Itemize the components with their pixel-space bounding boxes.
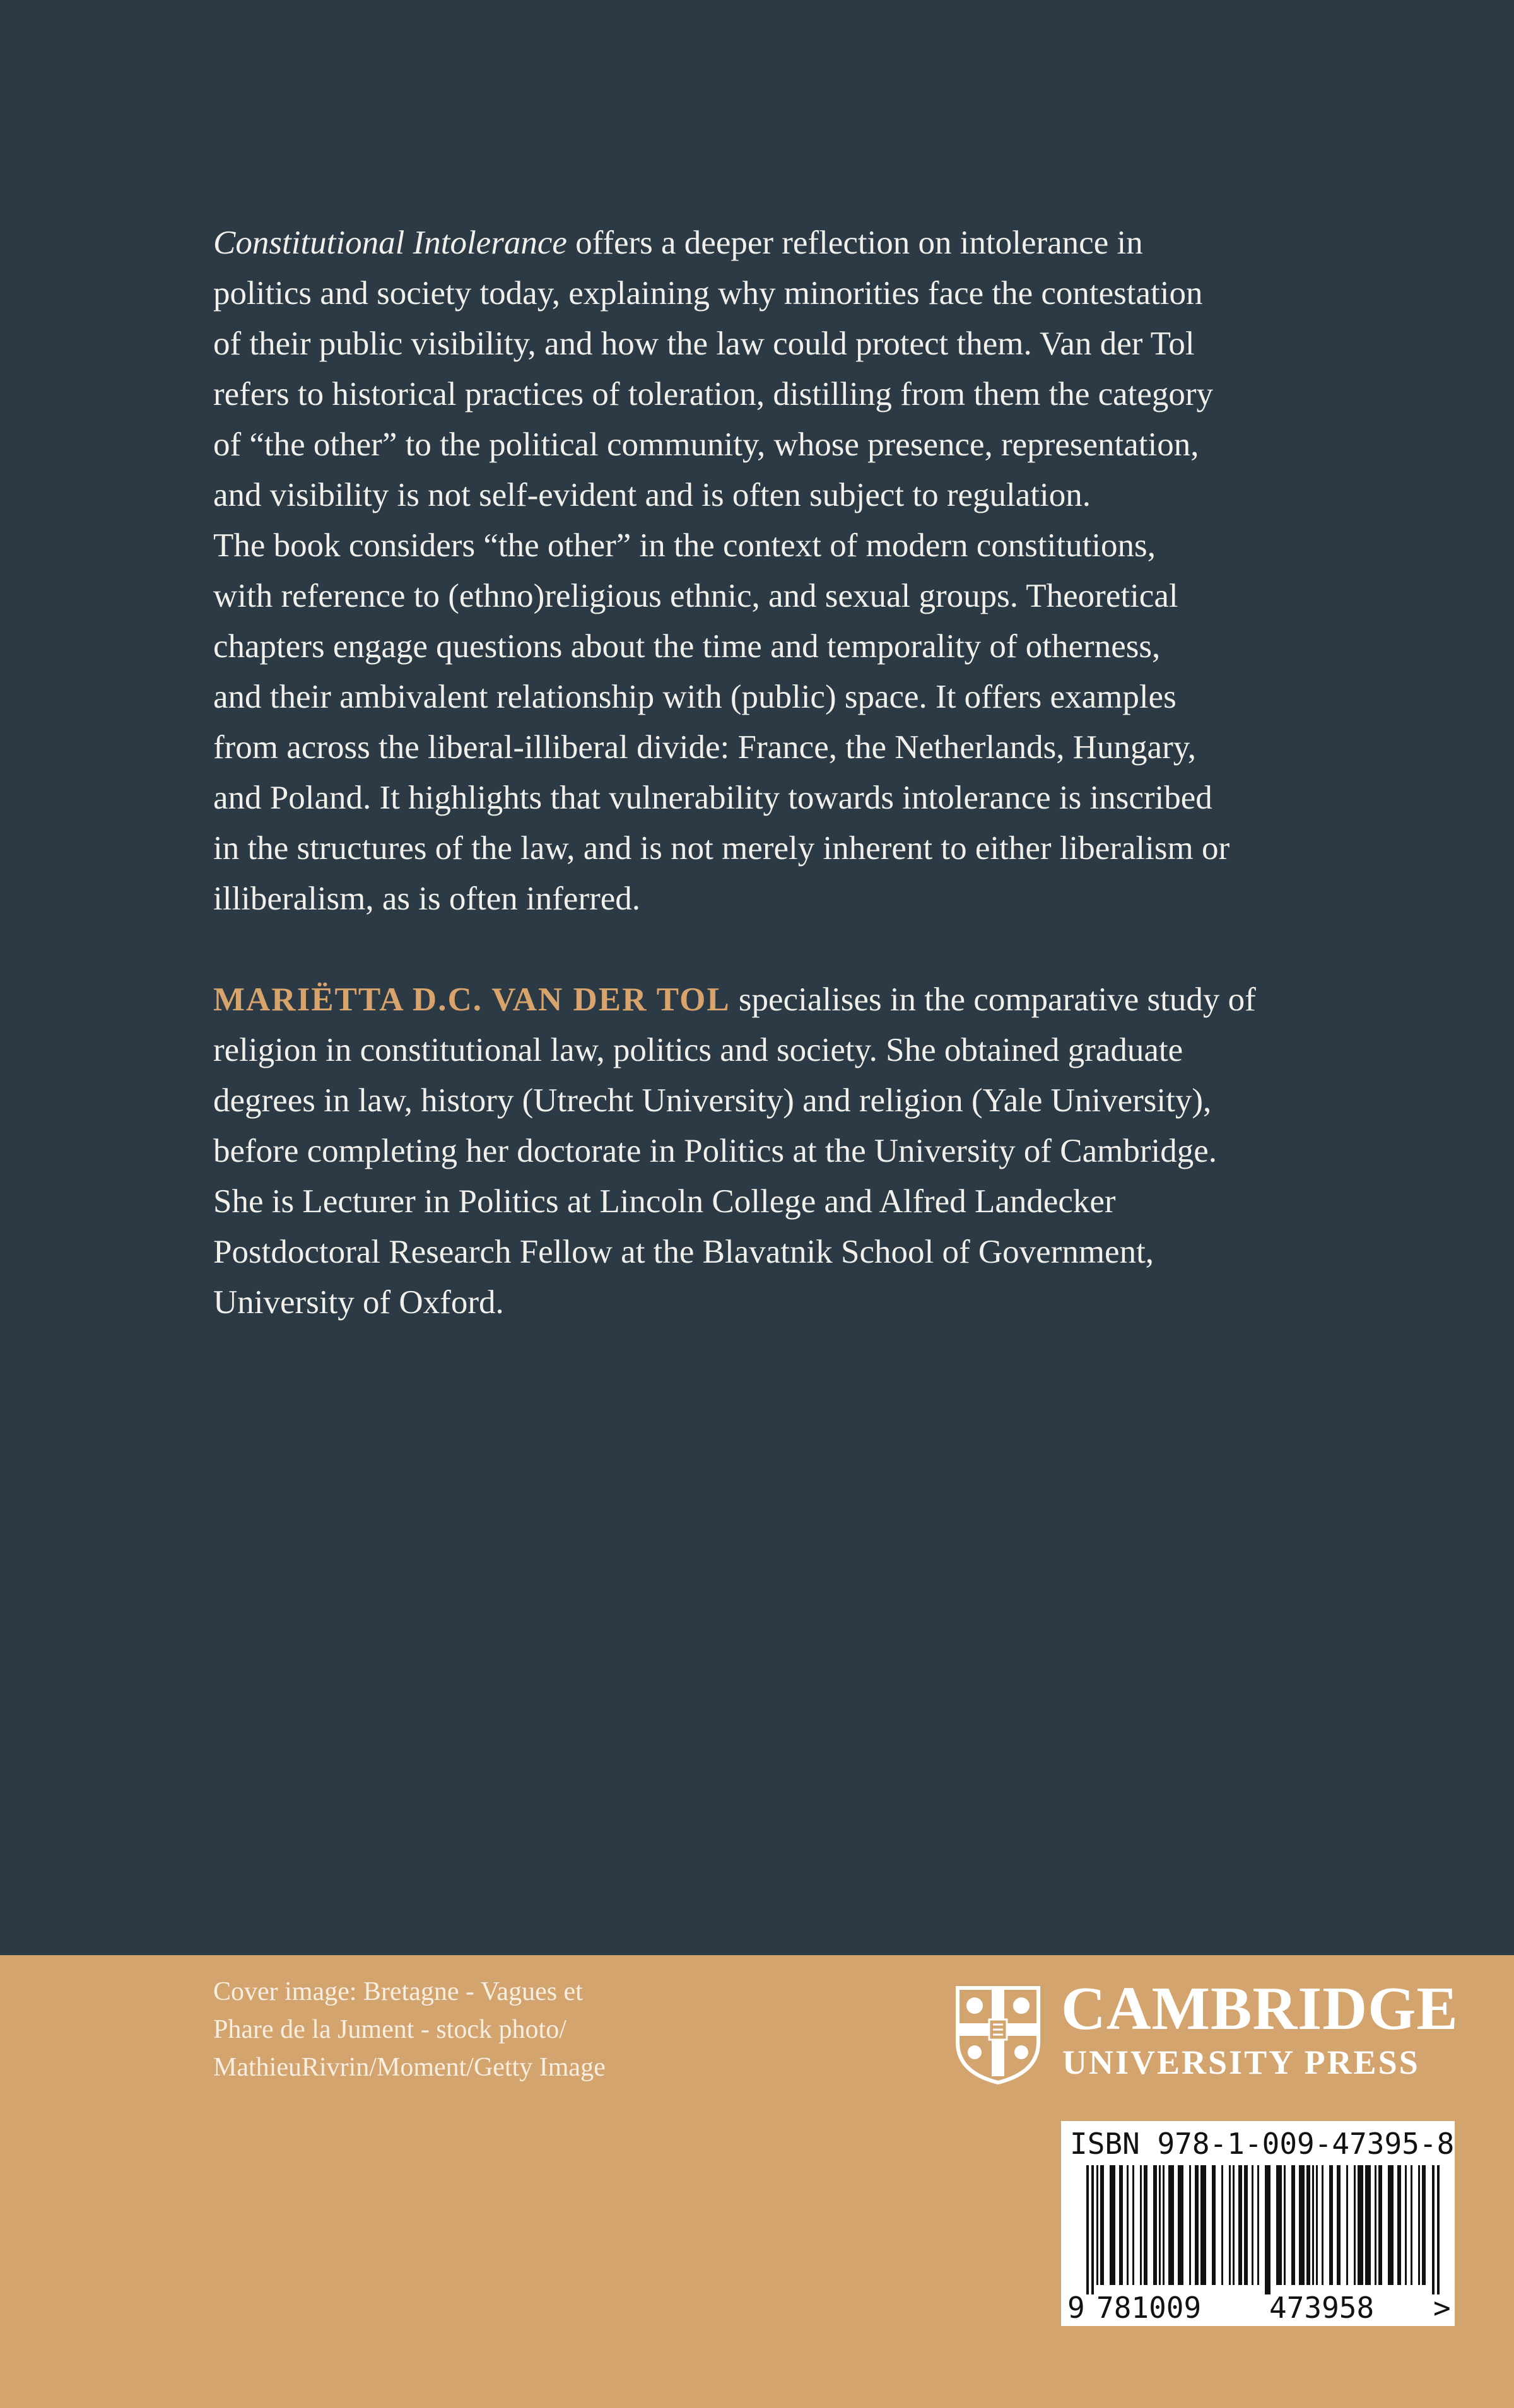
barcode-bar	[1322, 2165, 1323, 2285]
barcode-bar	[1257, 2165, 1259, 2285]
blurb-line: illiberalism, as is often inferred.	[213, 880, 641, 917]
barcode-bar	[1140, 2165, 1142, 2285]
cover-image-credit	[213, 1973, 781, 2086]
isbn-barcode	[1061, 2121, 1455, 2326]
barcode-end-mark: >	[1433, 2291, 1451, 2325]
barcode-bar	[1375, 2165, 1376, 2285]
barcode-bar	[1144, 2165, 1147, 2285]
barcode-digit-lead: 9	[1067, 2291, 1085, 2325]
bio-line: religion in constitutional law, politics and society. She obtained graduate	[213, 1032, 1183, 1068]
barcode-graphic	[1061, 2121, 1455, 2326]
barcode-bar	[1284, 2165, 1286, 2285]
barcode-bar	[1346, 2165, 1348, 2285]
barcode-bar	[1229, 2165, 1231, 2285]
barcode-bar	[1153, 2165, 1157, 2285]
barcode-bar	[1306, 2165, 1310, 2285]
barcode-bars	[1086, 2165, 1440, 2294]
barcode-bar	[1163, 2165, 1165, 2285]
barcode-bar	[1397, 2165, 1401, 2285]
blurb-line: with reference to (ethno)religious ethnic, and sexual groups. Theoretical	[213, 578, 1178, 614]
barcode-bar	[1091, 2165, 1094, 2294]
bio-line: MARIËTTA D.C. VAN DER TOL specialises in the comparative study of	[213, 981, 1256, 1018]
barcode-bar	[1119, 2165, 1123, 2285]
barcode-bar	[1291, 2165, 1295, 2285]
bio-line: University of Oxford.	[213, 1284, 504, 1321]
blurb-line: and their ambivalent relationship with (public) space. It offers examples	[213, 679, 1177, 715]
credit-line: Phare de la Jument - stock photo/	[213, 2015, 566, 2044]
bio-line: degrees in law, history (Utrecht University) and religion (Yale University),	[213, 1082, 1212, 1119]
credit-line: MathieuRivrin/Moment/Getty Image	[213, 2053, 606, 2082]
barcode-bar	[1405, 2165, 1407, 2285]
barcode-bar	[1168, 2165, 1174, 2285]
blurb-line: and visibility is not self-evident and is often subject to regulation.	[213, 477, 1091, 513]
barcode-bar	[1127, 2165, 1129, 2285]
blurb-line: and Poland. It highlights that vulnerability towards intolerance is inscribed	[213, 780, 1212, 816]
barcode-bar	[1378, 2165, 1382, 2285]
publisher-logo	[954, 1975, 1458, 2085]
cambridge-crest-icon	[954, 1984, 1042, 2085]
publisher-subtitle: UNIVERSITY PRESS	[1062, 2043, 1420, 2081]
barcode-bar	[1432, 2165, 1435, 2294]
barcode-bar	[1265, 2165, 1270, 2294]
barcode-bar	[1195, 2165, 1199, 2285]
barcode-bar	[1110, 2165, 1115, 2285]
blurb-line: chapters engage questions about the time and temporality of otherness,	[213, 628, 1161, 665]
barcode-bar	[1132, 2165, 1134, 2285]
barcode-bar	[1422, 2165, 1426, 2285]
blurb-line: refers to historical practices of toleration, distilling from them the category	[213, 376, 1214, 412]
barcode-bar	[1096, 2165, 1098, 2285]
blurb-line: in the structures of the law, and is not merely inherent to either liberalism or	[213, 830, 1230, 867]
bio-line: Postdoctoral Research Fellow at the Blavatnik School of Government,	[213, 1234, 1154, 1270]
barcode-bar	[1437, 2165, 1440, 2294]
barcode-bar	[1276, 2165, 1282, 2285]
barcode-bar	[1329, 2165, 1333, 2285]
barcode-bar	[1252, 2165, 1253, 2285]
barcode-bar	[1316, 2165, 1318, 2285]
blurb-line: The book considers “the other” in the context of modern constitutions,	[213, 527, 1156, 564]
barcode-bar	[1312, 2165, 1314, 2285]
barcode-digits-left: 781009	[1096, 2291, 1202, 2325]
credit-line: Cover image: Bretagne - Vagues et	[213, 1977, 583, 2006]
barcode-bar	[1086, 2165, 1089, 2294]
barcode-bar	[1238, 2165, 1242, 2285]
barcode-bar	[1299, 2165, 1305, 2285]
barcode-bar	[1411, 2165, 1412, 2285]
barcode-bar	[1388, 2165, 1394, 2285]
bio-line: She is Lecturer in Politics at Lincoln College and Alfred Landecker	[213, 1183, 1116, 1220]
barcode-bar	[1178, 2165, 1183, 2285]
barcode-bar	[1418, 2165, 1420, 2285]
barcode-bar	[1354, 2165, 1356, 2285]
barcode-bar	[1244, 2165, 1248, 2285]
barcode-bar	[1233, 2165, 1235, 2285]
isbn-label: ISBN 978-1-009-47395-8	[1070, 2127, 1455, 2161]
blurb-line: of their public visibility, and how the law could protect them. Van der Tol	[213, 325, 1195, 362]
barcode-bar	[1212, 2165, 1216, 2285]
barcode-bar	[1358, 2165, 1363, 2285]
barcode-bar	[1365, 2165, 1371, 2285]
barcode-digits-right: 473958	[1269, 2291, 1375, 2325]
barcode-bar	[1100, 2165, 1104, 2285]
blurb-line: from across the liberal-illiberal divide: France, the Netherlands, Hungary,	[213, 729, 1197, 766]
barcode-bar	[1200, 2165, 1206, 2285]
barcode-bar	[1189, 2165, 1191, 2285]
barcode-bar	[1159, 2165, 1161, 2285]
publisher-name: CAMBRIDGE	[1061, 1975, 1458, 2043]
book-blurb	[213, 218, 1399, 924]
author-name: MARIËTTA D.C. VAN DER TOL	[213, 981, 731, 1018]
blurb-line: politics and society today, explaining why minorities face the contestation	[213, 275, 1203, 312]
blurb-line: Constitutional Intolerance offers a deeper reflection on intolerance in	[213, 225, 1143, 261]
blurb-line: of “the other” to the political community, whose presence, representation,	[213, 426, 1199, 463]
book-title-italic: Constitutional Intolerance	[213, 225, 567, 261]
barcode-bar	[1337, 2165, 1341, 2285]
bio-line: before completing her doctorate in Politics at the University of Cambridge.	[213, 1133, 1218, 1169]
author-bio	[213, 974, 1399, 1328]
barcode-bar	[1221, 2165, 1223, 2285]
